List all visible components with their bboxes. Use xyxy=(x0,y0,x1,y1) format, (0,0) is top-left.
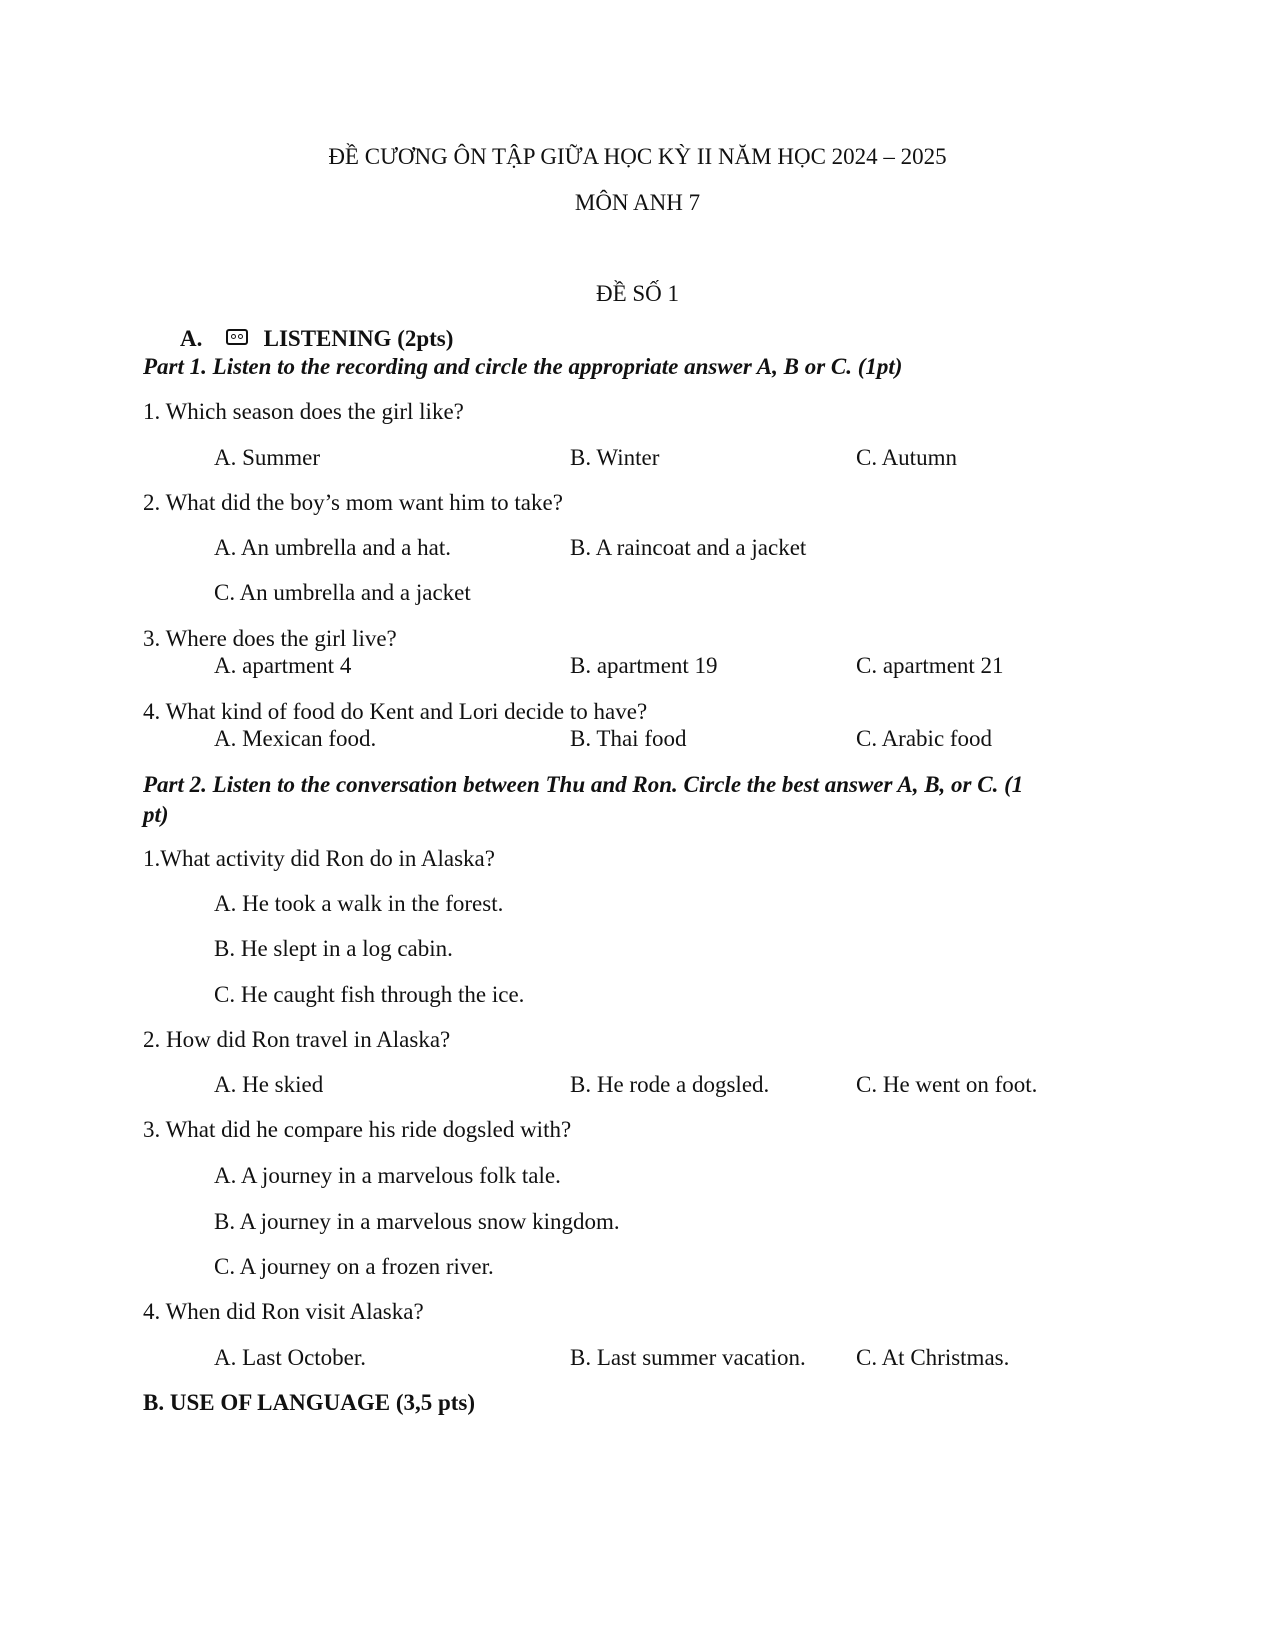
part2-question-3: 3. What did he compare his ride dogsled with? xyxy=(143,1117,572,1142)
subject-title: MÔN ANH 7 xyxy=(574,190,701,215)
cassette-tape-icon xyxy=(226,329,248,345)
section-a-heading xyxy=(180,327,453,350)
part2-q3-option-b: B. A journey in a marvelous snow kingdom. xyxy=(214,1209,620,1234)
part1-q4-option-a: A. Mexican food. xyxy=(214,726,377,751)
part1-q4-option-b: B. Thai food xyxy=(570,726,687,751)
part1-instruction: Part 1. Listen to the recording and circle the appropriate answer A, B or C. (1pt) xyxy=(143,354,903,379)
part2-q4-option-b: B. Last summer vacation. xyxy=(570,1345,806,1370)
part1-q4-option-c: C. Arabic food xyxy=(856,726,993,751)
part1-q3-option-a: A. apartment 4 xyxy=(214,653,352,678)
part1-q2-option-b: B. A raincoat and a jacket xyxy=(570,535,807,560)
part2-q1-option-c: C. He caught fish through the ice. xyxy=(214,982,525,1007)
section-b-heading: B. USE OF LANGUAGE (3,5 pts) xyxy=(143,1390,476,1415)
section-a-letter: A. xyxy=(180,326,203,351)
part2-q4-option-c: C. At Christmas. xyxy=(856,1345,1010,1370)
part2-q1-option-a: A. He took a walk in the forest. xyxy=(214,891,504,916)
part1-q3-option-c: C. apartment 21 xyxy=(856,653,1004,678)
part1-q1-option-a: A. Summer xyxy=(214,445,321,470)
part2-q3-option-c: C. A journey on a frozen river. xyxy=(214,1254,494,1279)
part2-question-4: 4. When did Ron visit Alaska? xyxy=(143,1299,424,1324)
part1-q3-option-b: B. apartment 19 xyxy=(570,653,718,678)
part2-question-1: 1.What activity did Ron do in Alaska? xyxy=(143,846,495,871)
part2-instruction-continued: pt) xyxy=(143,802,169,827)
part1-question-1: 1. Which season does the girl like? xyxy=(143,399,464,424)
part2-q2-option-a: A. He skied xyxy=(214,1072,324,1097)
section-a-title: LISTENING (2pts) xyxy=(263,326,454,351)
part2-q2-option-b: B. He rode a dogsled. xyxy=(570,1072,770,1097)
part1-question-3: 3. Where does the girl live? xyxy=(143,626,397,651)
exam-number: ĐỀ SỐ 1 xyxy=(595,281,680,306)
part2-q1-option-b: B. He slept in a log cabin. xyxy=(214,936,453,961)
part2-instruction: Part 2. Listen to the conversation between Thu and Ron. Circle the best answer A, B, or C. (1 xyxy=(143,772,1024,797)
part1-q2-option-c: C. An umbrella and a jacket xyxy=(214,580,471,605)
part1-q1-option-b: B. Winter xyxy=(570,445,660,470)
part1-question-4: 4. What kind of food do Kent and Lori decide to have? xyxy=(143,699,648,724)
part2-q4-option-a: A. Last October. xyxy=(214,1345,367,1370)
part2-q2-option-c: C. He went on foot. xyxy=(856,1072,1038,1097)
document-title: ĐỀ CƯƠNG ÔN TẬP GIỮA HỌC KỲ II NĂM HỌC 2024 – 2025 xyxy=(328,144,947,169)
part1-q1-option-c: C. Autumn xyxy=(856,445,957,470)
part2-question-2: 2. How did Ron travel in Alaska? xyxy=(143,1027,451,1052)
part1-question-2: 2. What did the boy’s mom want him to take? xyxy=(143,490,563,515)
part2-q3-option-a: A. A journey in a marvelous folk tale. xyxy=(214,1163,561,1188)
part1-q2-option-a: A. An umbrella and a hat. xyxy=(214,535,451,560)
